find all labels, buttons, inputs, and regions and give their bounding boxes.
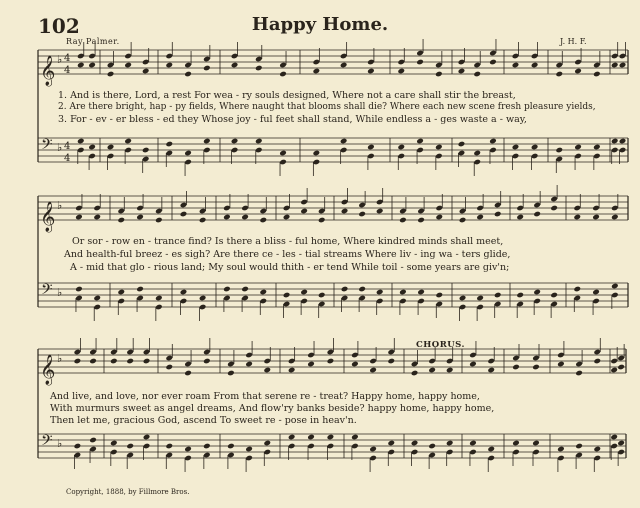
note-head — [351, 434, 359, 441]
note-head — [411, 440, 419, 447]
note-head — [376, 289, 384, 296]
note-head — [231, 62, 239, 69]
note-head — [574, 68, 582, 75]
note-head — [199, 217, 207, 224]
note-head — [126, 443, 134, 450]
note-head — [550, 292, 558, 299]
note-head — [300, 289, 308, 296]
note-head — [550, 205, 558, 212]
note-head — [593, 446, 601, 453]
note-head — [416, 138, 424, 145]
note-head — [245, 361, 253, 368]
note-head — [180, 211, 188, 218]
treble-clef-icon: 𝄞 — [40, 355, 56, 385]
note-head — [263, 367, 271, 374]
note-head — [489, 59, 497, 66]
note-head — [279, 71, 287, 78]
note-head — [165, 62, 173, 69]
note-head — [245, 446, 253, 453]
note-head — [416, 59, 424, 66]
time-signature-bottom: 4 — [64, 153, 71, 164]
note-head — [279, 150, 287, 157]
note-head — [318, 217, 326, 224]
note-head — [617, 364, 625, 371]
bass-clef-icon: 𝄢 — [41, 432, 53, 453]
note-head — [184, 446, 192, 453]
treble-clef-icon: 𝄞 — [40, 202, 56, 232]
note-head — [369, 446, 377, 453]
note-head — [573, 214, 581, 221]
note-head — [417, 289, 425, 296]
note-head — [110, 440, 118, 447]
note-head — [387, 440, 395, 447]
note-head — [557, 361, 565, 368]
note-head — [512, 62, 520, 69]
note-head — [487, 367, 495, 374]
note-head — [142, 147, 150, 154]
page-number: 102 — [38, 14, 80, 38]
note-head — [358, 211, 366, 218]
note-head — [557, 446, 565, 453]
note-head — [88, 144, 96, 151]
note-head — [610, 367, 618, 374]
note-head — [473, 71, 481, 78]
note-head — [341, 286, 349, 293]
note-head — [592, 289, 600, 296]
note-head — [611, 214, 619, 221]
note-head — [516, 292, 524, 299]
composer-credit: J. H. F. — [560, 37, 587, 46]
note-head — [512, 144, 520, 151]
note-head — [203, 358, 211, 365]
note-head — [313, 150, 321, 157]
copyright-footer: Copyright, 1888, by Fillmore Bros. — [66, 488, 190, 496]
note-head — [231, 138, 239, 145]
note-head — [610, 434, 618, 441]
note-head — [494, 211, 502, 218]
note-head — [487, 446, 495, 453]
key-signature-flat-icon: ♭ — [57, 286, 63, 299]
note-head — [458, 68, 466, 75]
lyric-line-s3-v3: Then let me, gracious God, ascend To sweet re - pose in heav'n. — [50, 415, 357, 426]
note-head — [469, 440, 477, 447]
note-head — [446, 440, 454, 447]
bass-clef-icon: 𝄢 — [41, 136, 53, 157]
note-head — [259, 289, 267, 296]
author-credit: Ray Palmer. — [66, 37, 120, 46]
note-head — [307, 434, 315, 441]
note-head — [435, 292, 443, 299]
note-head — [203, 65, 211, 72]
note-head — [397, 144, 405, 151]
note-head — [399, 289, 407, 296]
lyric-line-s3-v1: And live, and love, nor ever roam From that serene re - treat? Happy home, happy home, — [50, 391, 480, 402]
note-head — [619, 62, 627, 69]
lyric-line-s2-v2: And health-ful breez - es sigh? Are there ce - les - tial streams Where liv - ing wa - ters glide, — [64, 249, 511, 260]
lyric-line-s3-v2: With murmurs sweet as angel dreams, And flow'ry banks beside? happy home, happy home, — [50, 403, 495, 414]
note-head — [93, 295, 101, 302]
note-head — [428, 443, 436, 450]
note-head — [575, 370, 583, 377]
note-head — [74, 443, 82, 450]
key-signature-flat-icon: ♭ — [57, 141, 63, 154]
lyric-line-s1-v2: 2. Are there bright, hap - py fields, Where naught that blooms shall die? Where each new scene fresh pleasure yields, — [58, 102, 596, 112]
note-head — [593, 144, 601, 151]
note-head — [367, 144, 375, 151]
note-head — [411, 370, 419, 377]
note-head — [300, 208, 308, 215]
note-head — [93, 214, 101, 221]
note-head — [531, 62, 539, 69]
note-head — [107, 71, 115, 78]
treble-clef-icon: 𝄞 — [40, 56, 56, 86]
note-head — [223, 286, 231, 293]
note-head — [531, 144, 539, 151]
note-head — [75, 286, 83, 293]
note-head — [617, 440, 625, 447]
bass-clef-icon: 𝄢 — [41, 281, 53, 302]
note-head — [327, 358, 335, 365]
note-head — [611, 283, 619, 290]
chorus-label: CHORUS. — [416, 340, 465, 350]
key-signature-flat-icon: ♭ — [57, 437, 63, 450]
note-head — [417, 217, 425, 224]
note-head — [255, 138, 263, 145]
note-head — [136, 286, 144, 293]
note-head — [512, 364, 520, 371]
note-head — [143, 358, 151, 365]
note-head — [533, 289, 541, 296]
note-head — [124, 62, 132, 69]
note-head — [435, 144, 443, 151]
note-head — [459, 295, 467, 302]
note-head — [573, 286, 581, 293]
note-head — [110, 358, 118, 365]
note-head — [259, 217, 267, 224]
note-head — [435, 71, 443, 78]
note-head — [340, 138, 348, 145]
note-head — [143, 434, 151, 441]
note-head — [136, 214, 144, 221]
note-head — [184, 370, 192, 377]
note-head — [263, 440, 271, 447]
note-head — [476, 295, 484, 302]
note-head — [397, 68, 405, 75]
note-head — [165, 141, 173, 148]
note-head — [555, 71, 563, 78]
note-head — [203, 138, 211, 145]
note-head — [307, 361, 315, 368]
note-head — [255, 65, 263, 72]
note-head — [387, 358, 395, 365]
note-head — [75, 214, 83, 221]
note-head — [227, 370, 235, 377]
note-head — [574, 144, 582, 151]
note-head — [533, 211, 541, 218]
note-head — [376, 208, 384, 215]
note-head — [89, 358, 97, 365]
note-head — [473, 150, 481, 157]
note-head — [593, 358, 601, 365]
note-head — [77, 138, 85, 145]
lyric-line-s2-v3: A - mid that glo - rious land; My soul would thith - er tend While toil - some years are giv'n; — [70, 262, 510, 273]
note-head — [126, 358, 134, 365]
note-head — [532, 440, 540, 447]
key-signature-flat-icon: ♭ — [57, 352, 63, 365]
note-head — [367, 68, 375, 75]
note-head — [575, 443, 583, 450]
hymn-title: Happy Home. — [251, 14, 389, 35]
note-head — [435, 214, 443, 221]
note-head — [327, 434, 335, 441]
note-head — [611, 138, 619, 145]
note-head — [155, 295, 163, 302]
time-signature-top: 4 — [64, 141, 71, 152]
note-head — [74, 358, 82, 365]
note-head — [199, 295, 207, 302]
note-head — [446, 367, 454, 374]
note-head — [107, 144, 115, 151]
note-head — [340, 62, 348, 69]
note-head — [142, 68, 150, 75]
note-head — [532, 364, 540, 371]
note-head — [358, 286, 366, 293]
note-head — [288, 434, 296, 441]
note-head — [489, 138, 497, 145]
lyric-line-s1-v1: 1. And is there, Lord, a rest For wea - ry souls designed, Where not a care shall stir the breast, — [58, 90, 516, 101]
note-head — [117, 217, 125, 224]
note-head — [318, 292, 326, 299]
note-head — [313, 68, 321, 75]
note-head — [165, 364, 173, 371]
note-head — [592, 214, 600, 221]
note-head — [458, 141, 466, 148]
note-head — [283, 214, 291, 221]
note-head — [494, 292, 502, 299]
time-signature-top: 4 — [64, 53, 71, 64]
note-head — [459, 217, 467, 224]
note-head — [593, 71, 601, 78]
note-head — [512, 440, 520, 447]
key-signature-flat-icon: ♭ — [57, 199, 63, 212]
note-head — [165, 443, 173, 450]
note-head — [180, 289, 188, 296]
note-head — [369, 367, 377, 374]
note-head — [428, 367, 436, 374]
note-head — [241, 214, 249, 221]
note-head — [124, 138, 132, 145]
note-head — [203, 443, 211, 450]
note-head — [288, 367, 296, 374]
lyric-line-s1-v3: 3. For - ev - er bless - ed they Whose joy - ful feet shall stand, While endless a - ges waste a - way, — [58, 114, 527, 125]
note-head — [399, 217, 407, 224]
note-head — [351, 361, 359, 368]
note-head — [516, 214, 524, 221]
note-head — [555, 147, 563, 154]
note-head — [88, 62, 96, 69]
note-head — [619, 138, 627, 145]
note-head — [283, 292, 291, 299]
note-head — [241, 286, 249, 293]
note-head — [469, 361, 477, 368]
note-head — [184, 150, 192, 157]
time-signature-bottom: 4 — [64, 65, 71, 76]
note-head — [341, 208, 349, 215]
note-head — [77, 62, 85, 69]
key-signature-flat-icon: ♭ — [57, 53, 63, 66]
note-head — [184, 71, 192, 78]
note-head — [155, 217, 163, 224]
lyric-line-s2-v1: Or sor - row en - trance find? Is there a bliss - ful home, Where kindred minds shall meet, — [72, 236, 504, 247]
note-head — [223, 214, 231, 221]
note-head — [476, 214, 484, 221]
note-head — [89, 437, 97, 444]
note-head — [227, 443, 235, 450]
note-head — [117, 289, 125, 296]
note-head — [611, 62, 619, 69]
